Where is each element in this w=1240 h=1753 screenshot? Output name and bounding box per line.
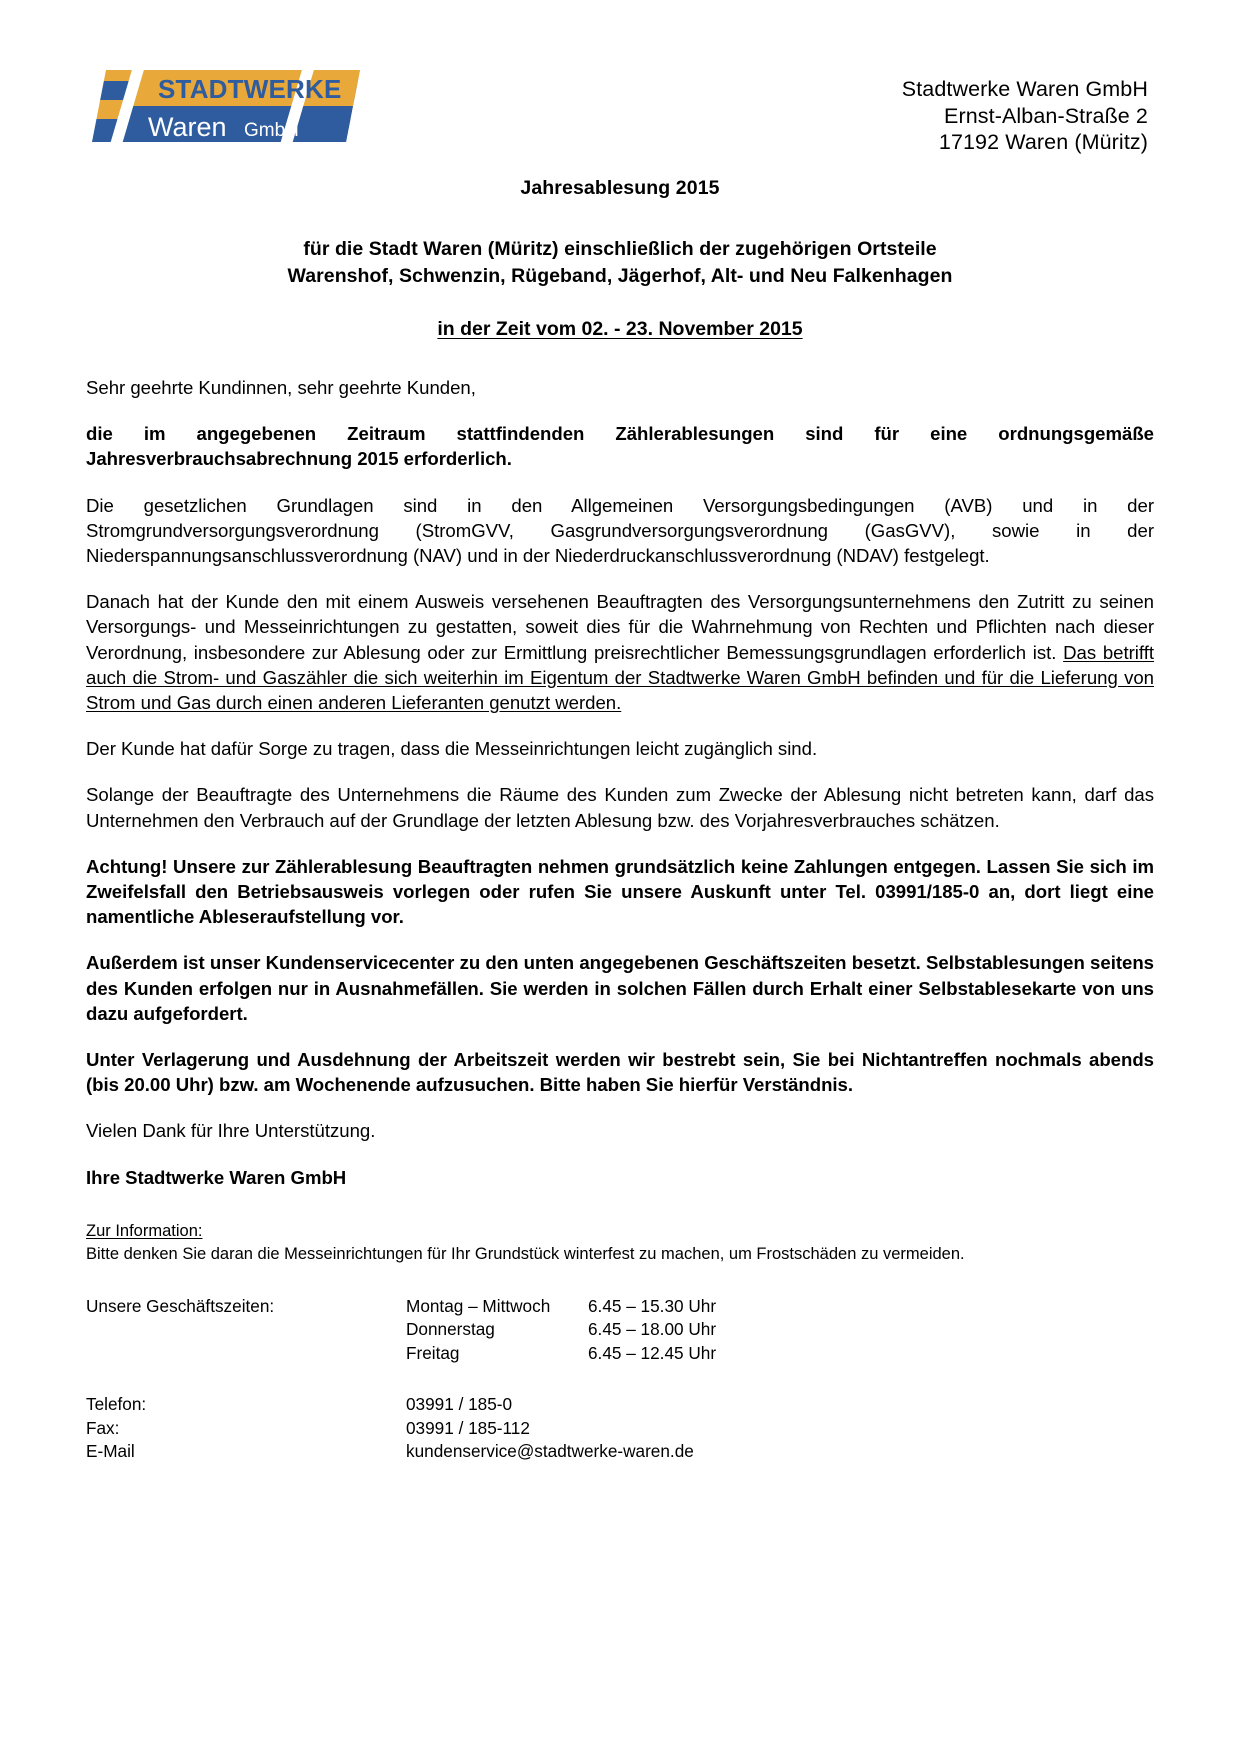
info-text: Bitte denken Sie daran die Messeinrichtungen für Ihr Grundstück winterfest zu machen, um Frostschäden zu vermeiden.	[86, 1244, 965, 1263]
accessibility-paragraph: Der Kunde hat dafür Sorge zu tragen, dass die Messeinrichtungen leicht zugänglich sind.	[86, 738, 818, 760]
document-body	[0, 375, 1240, 1190]
contact-label-email: E-Mail	[86, 1441, 135, 1462]
stadtwerke-waren-logo	[92, 62, 360, 150]
info-label: Zur Information:	[86, 1221, 203, 1240]
extended-hours-paragraph: Unter Verlagerung und Ausdehnung der Arbeitszeit werden wir bestrebt sein, Sie bei Nichtantreffen nochmals abends (bis 20.00 Uhr) bzw. am Wochenende aufzusuchen. Bitte haben Sie hierfür Verständnis.	[86, 1049, 1154, 1096]
contact-block	[86, 1393, 1154, 1464]
hours-spacer	[86, 1342, 406, 1366]
company-address-block	[902, 76, 1148, 156]
business-hours-block	[86, 1295, 1154, 1366]
logo-text-gmbh: GmbH	[244, 120, 299, 141]
document-header	[0, 0, 1240, 154]
contact-value-telefon: 03991 / 185-0	[406, 1394, 513, 1415]
access-rights-paragraph	[86, 589, 1154, 715]
address-company: Stadtwerke Waren GmbH	[901, 77, 1148, 101]
estimation-paragraph: Solange der Beauftragte des Unternehmens die Räume des Kunden zum Zwecke der Ablesung nicht betreten kann, darf das Unternehmen den Verbrauch auf der Grundlage der letzten Ablesung bzw. des Vorjahresverbrauches schätzen.	[86, 784, 1154, 831]
logo-text-waren: Waren	[148, 112, 227, 142]
signature: Ihre Stadtwerke Waren GmbH	[86, 1166, 347, 1188]
contact-label-fax: Fax:	[86, 1417, 120, 1438]
contact-value-email: kundenservice@stadtwerke-waren.de	[406, 1441, 694, 1462]
subtitle-line-1: für die Stadt Waren (Müritz) einschließlich der zugehörigen Ortsteile	[303, 238, 937, 260]
business-hours-label: Unsere Geschäftszeiten:	[86, 1295, 275, 1316]
access-rights-underlined-text: Das betrifft auch die Strom- und Gaszähler die sich weiterhin im Eigentum der Stadtwerke Waren GmbH befinden und für die Lieferung von Strom und Gas durch einen anderen Lieferanten genutzt werden.	[86, 641, 1154, 714]
service-center-paragraph: Außerdem ist unser Kundenservicecenter zu den unten angegebenen Geschäftszeiten besetzt. Selbstablesungen seitens des Kunden erfolgen nur in Ausnahmefällen. Sie werden in solchen Fällen durch Erhalt einer Selbstablesekarte von uns dazu aufgefordert.	[86, 952, 1154, 1024]
access-rights-text: Danach hat der Kunde den mit einem Ausweis versehenen Beauftragten des Versorgungsunternehmens den Zutritt zu seinen Versorgungs- und Messeinrichtungen zu gestatten, soweit dies für die Wahrnehmung von Rechten und Pflichten nach dieser Verordnung, insbesondere zur Ablesung oder zur Ermittlung preisrechtlicher Bemessungsgrundlagen erforderlich ist.	[86, 591, 1154, 663]
subtitle-line-2: Warenshof, Schwenzin, Rügeband, Jägerhof, Alt- und Neu Falkenhagen	[287, 265, 953, 287]
hours-row-time: 6.45 – 12.45 Uhr	[588, 1342, 717, 1363]
contact-value-fax: 03991 / 185-112	[406, 1417, 530, 1438]
intro-paragraph: die im angegebenen Zeitraum stattfindenden Zählerablesungen sind für eine ordnungsgemäße Jahresverbrauchsabrechnung 2015 erforderlich.	[86, 423, 1154, 470]
subtitle-block	[85, 236, 1155, 290]
logo-text-stadtwerke: STADTWERKE	[158, 74, 342, 104]
address-city: 17192 Waren (Müritz)	[938, 130, 1148, 154]
hours-row-day: Freitag	[406, 1342, 460, 1363]
info-label-wrap	[86, 1220, 1154, 1242]
hours-row-time: 6.45 – 15.30 Uhr	[588, 1295, 717, 1316]
hours-row-day: Montag – Mittwoch	[406, 1295, 551, 1316]
address-street: Ernst-Alban-Straße 2	[944, 103, 1148, 128]
legal-basis-paragraph: Die gesetzlichen Grundlagen sind in den Allgemeinen Versorgungsbedingungen (AVB) und in der Stromgrundversorgungsverordnung (StromGVV, Gasgrundversorgungsverordnung (GasGVV), sowie in der Niederspannungsanschlussverordnung (NAV) und in der Niederdruckanschlussverordnung (NDAV) festgelegt.	[86, 494, 1154, 567]
hours-row-time: 6.45 – 18.00 Uhr	[588, 1319, 717, 1340]
attention-paragraph: Achtung! Unsere zur Zählerablesung Beauftragten nehmen grundsätzlich keine Zahlungen entgegen. Lassen Sie sich im Zweifelsfall den Betriebsausweis vorlegen oder rufen Sie unsere Auskunft unter Tel. 03991/185-0 an, dort liegt eine namentliche Ableseraufstellung vor.	[86, 855, 1154, 928]
page-title: Jahresablesung 2015	[520, 177, 720, 199]
logo-graphic	[92, 62, 360, 150]
hours-row-day: Donnerstag	[406, 1319, 495, 1340]
period-heading-wrap	[85, 290, 1155, 341]
title-section	[0, 177, 1240, 341]
contact-label-telefon: Telefon:	[86, 1394, 147, 1415]
period-heading: in der Zeit vom 02. - 23. November 2015	[437, 318, 803, 340]
footer-info-section	[0, 1220, 1240, 1464]
thanks-paragraph: Vielen Dank für Ihre Unterstützung.	[86, 1120, 376, 1142]
hours-spacer	[86, 1318, 406, 1342]
salutation-paragraph: Sehr geehrte Kundinnen, sehr geehrte Kunden,	[86, 377, 476, 398]
